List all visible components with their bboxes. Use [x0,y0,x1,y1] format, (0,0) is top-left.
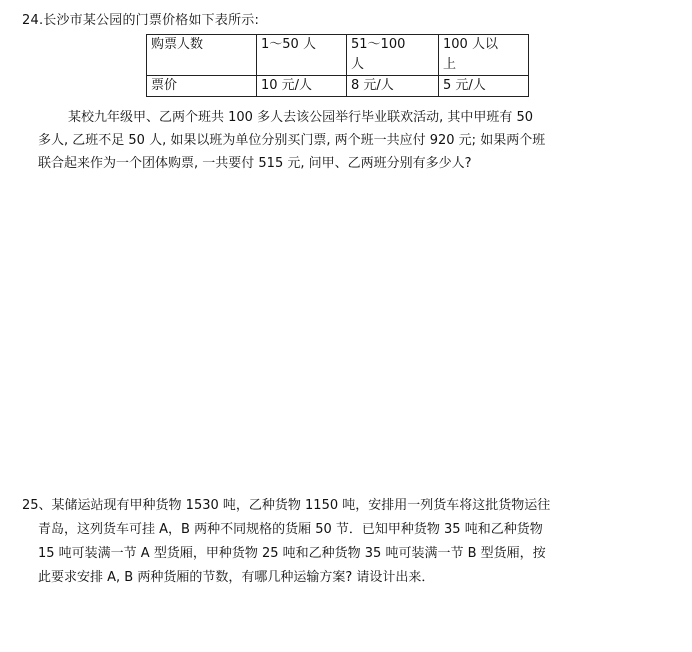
cell-line: 购票人数 [151,37,204,52]
ticket-price-table [146,34,529,97]
question-24-title: 24.长沙市某公园的门票价格如下表所示: [22,13,260,28]
table-cell-price-3: 5 元/人 [439,76,529,97]
question-25-body [22,494,550,590]
table-cell-header-0 [147,35,257,76]
table-cell-header-3 [439,35,529,76]
table-cell-header-1 [257,35,347,76]
text-line: 某校九年级甲、乙两个班共 100 多人去该公园举行毕业联欢活动, 其中甲班有 50 [68,110,534,125]
cell-line: 人 [351,57,365,72]
cell-line: 1～50 人 [261,37,316,52]
text-line: 青岛，这列货车可挂 A，B 两种不同规格的货厢 50 节．已知甲种货物 35 吨和乙种货物 [38,522,543,537]
cell-line: 上 [443,57,457,72]
table-row-price [147,76,529,97]
question-24-body [22,106,545,175]
table-cell-price-2: 8 元/人 [347,76,439,97]
text-line: 15 吨可装满一节 A 型货厢，甲种货物 25 吨和乙种货物 35 吨可装满一节 B 型货厢，按 [38,546,546,561]
table-cell-price-1: 10 元/人 [257,76,347,97]
table-cell-header-2 [347,35,439,76]
table-row-header [147,35,529,76]
table-cell-price-0: 票价 [147,76,257,97]
cell-line: 100 人以 [443,37,498,52]
cell-line: 51～100 [351,37,406,52]
text-line: 此要求安排 A, B 两种货厢的节数，有哪几种运输方案? 请设计出来． [38,570,435,585]
text-line: 25、某储运站现有甲种货物 1530 吨，乙种货物 1150 吨，安排用一列货车将这批货物运往 [22,498,551,513]
text-line: 联合起来作为一个团体购票, 一共要付 515 元, 问甲、乙两班分别有多少人? [38,156,472,171]
text-line: 多人, 乙班不足 50 人, 如果以班为单位分别买门票, 两个班一共应付 920 元; 如果两个班 [38,133,546,148]
